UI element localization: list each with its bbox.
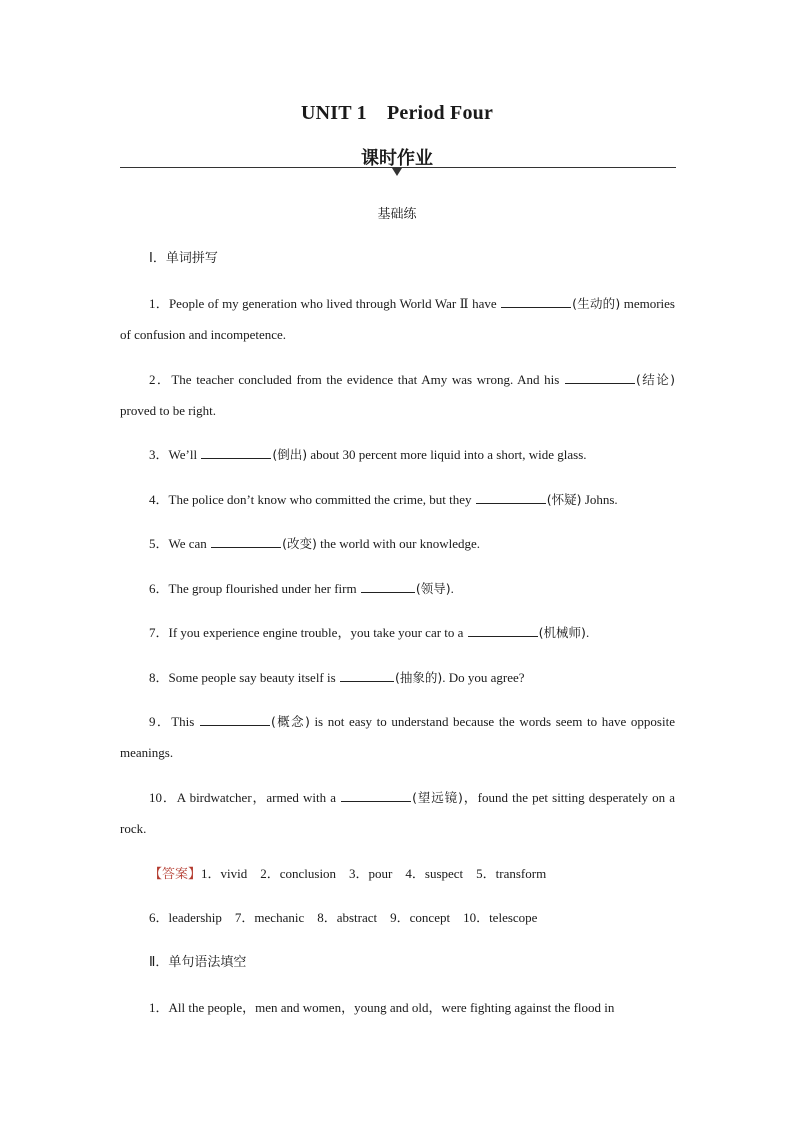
divider-arrow-icon [392, 168, 402, 176]
exercise-item [120, 706, 675, 768]
answers-line-2: 6．leadership 7．mechanic 8．abstract 9．concept 10．telescope [149, 910, 538, 925]
page-title: UNIT 1 Period Four [300, 102, 494, 124]
item-text-before: The group flourished under her firm [168, 581, 360, 596]
exercise-item [120, 364, 675, 426]
item-text-after: ，found the pet sitting desperately on a rock. [120, 790, 675, 836]
answer-blank[interactable] [565, 371, 635, 384]
item-number: 2． [149, 372, 172, 387]
item-number: 6． [149, 581, 169, 596]
item-number: 5． [149, 536, 169, 551]
item-hint: (机械师) [538, 625, 586, 640]
item-text-before: This [171, 714, 199, 729]
item-text-after: Johns. [581, 492, 618, 507]
item-hint: (怀疑) [546, 492, 582, 507]
item-text-before: We can [168, 536, 211, 551]
answer-blank[interactable] [200, 713, 270, 726]
exercise-item [120, 662, 675, 693]
item-number: 1． [149, 296, 169, 311]
item-text-before: People of my generation who lived through World War Ⅱ have [168, 296, 501, 311]
answer-blank[interactable] [211, 535, 281, 548]
answers-line-1: 1．vivid 2．conclusion 3．pour 4．suspect 5．transform [201, 866, 547, 881]
item-hint: (望远镜) [412, 790, 463, 805]
part2-heading: Ⅱ．单句语法填空 [149, 955, 247, 970]
item-number: 7． [149, 625, 169, 640]
answer-blank[interactable] [341, 789, 411, 802]
exercise-item [120, 573, 675, 604]
item-hint: (概念) [270, 714, 310, 729]
item-text-after: . Do you agree? [442, 670, 525, 685]
item-number: 4． [149, 492, 169, 507]
item-text-before: We’ll [168, 447, 201, 462]
item-text-before: Some people say beauty itself is [168, 670, 339, 685]
item-hint: (倒出) [272, 447, 308, 462]
exercise-item [120, 484, 675, 515]
item-number: 9． [149, 714, 172, 729]
answer-blank[interactable] [201, 446, 271, 459]
item-text-before: The teacher concluded from the evidence that Amy was wrong. And his [171, 372, 565, 387]
exercise-item [120, 617, 675, 648]
answer-blank[interactable] [501, 295, 571, 308]
exercise-item [120, 528, 675, 559]
item-text-before: The police don’t know who committed the crime, but they [168, 492, 475, 507]
item-number: 10． [149, 790, 177, 805]
item-hint: (生动的) [572, 296, 621, 311]
item-text-after: memories of confusion and incompetence. [120, 296, 675, 342]
item-text-after: about 30 percent more liquid into a short, wide glass. [307, 447, 587, 462]
item-text-before: A birdwatcher，armed with a [176, 790, 341, 805]
answer-blank[interactable] [476, 491, 546, 504]
page-subtitle: 课时作业 [361, 148, 433, 169]
exercise-item: 1．All the people，men and women，young and old，were fighting against the flood in [149, 1000, 615, 1015]
section-label: 基础练 [377, 207, 417, 222]
item-text-after: . [585, 625, 590, 640]
exercise-item [120, 439, 675, 470]
item-hint: (结论) [636, 372, 675, 387]
item-hint: (领导) [415, 581, 451, 596]
answer-tag: 【答案】 [149, 867, 202, 882]
item-number: 3． [149, 447, 169, 462]
item-text-after: proved to be right. [120, 403, 217, 418]
item-text-after: the world with our knowledge. [316, 536, 481, 551]
answer-blank[interactable] [340, 669, 394, 682]
answer-blank[interactable] [468, 624, 538, 637]
item-hint: (抽象的) [394, 670, 443, 685]
item-text-before: If you experience engine trouble，you take your car to a [168, 625, 467, 640]
item-number: 8． [149, 670, 169, 685]
item-hint: (改变) [282, 536, 317, 551]
item-text-after: . [450, 581, 454, 596]
exercise-item [120, 288, 675, 350]
part1-heading: Ⅰ．单词拼写 [149, 251, 218, 266]
answer-key [120, 858, 675, 890]
item-text-after: is not easy to understand because the words seem to have opposite meanings. [120, 714, 675, 760]
answer-blank[interactable] [361, 580, 415, 593]
exercise-item [120, 782, 675, 844]
